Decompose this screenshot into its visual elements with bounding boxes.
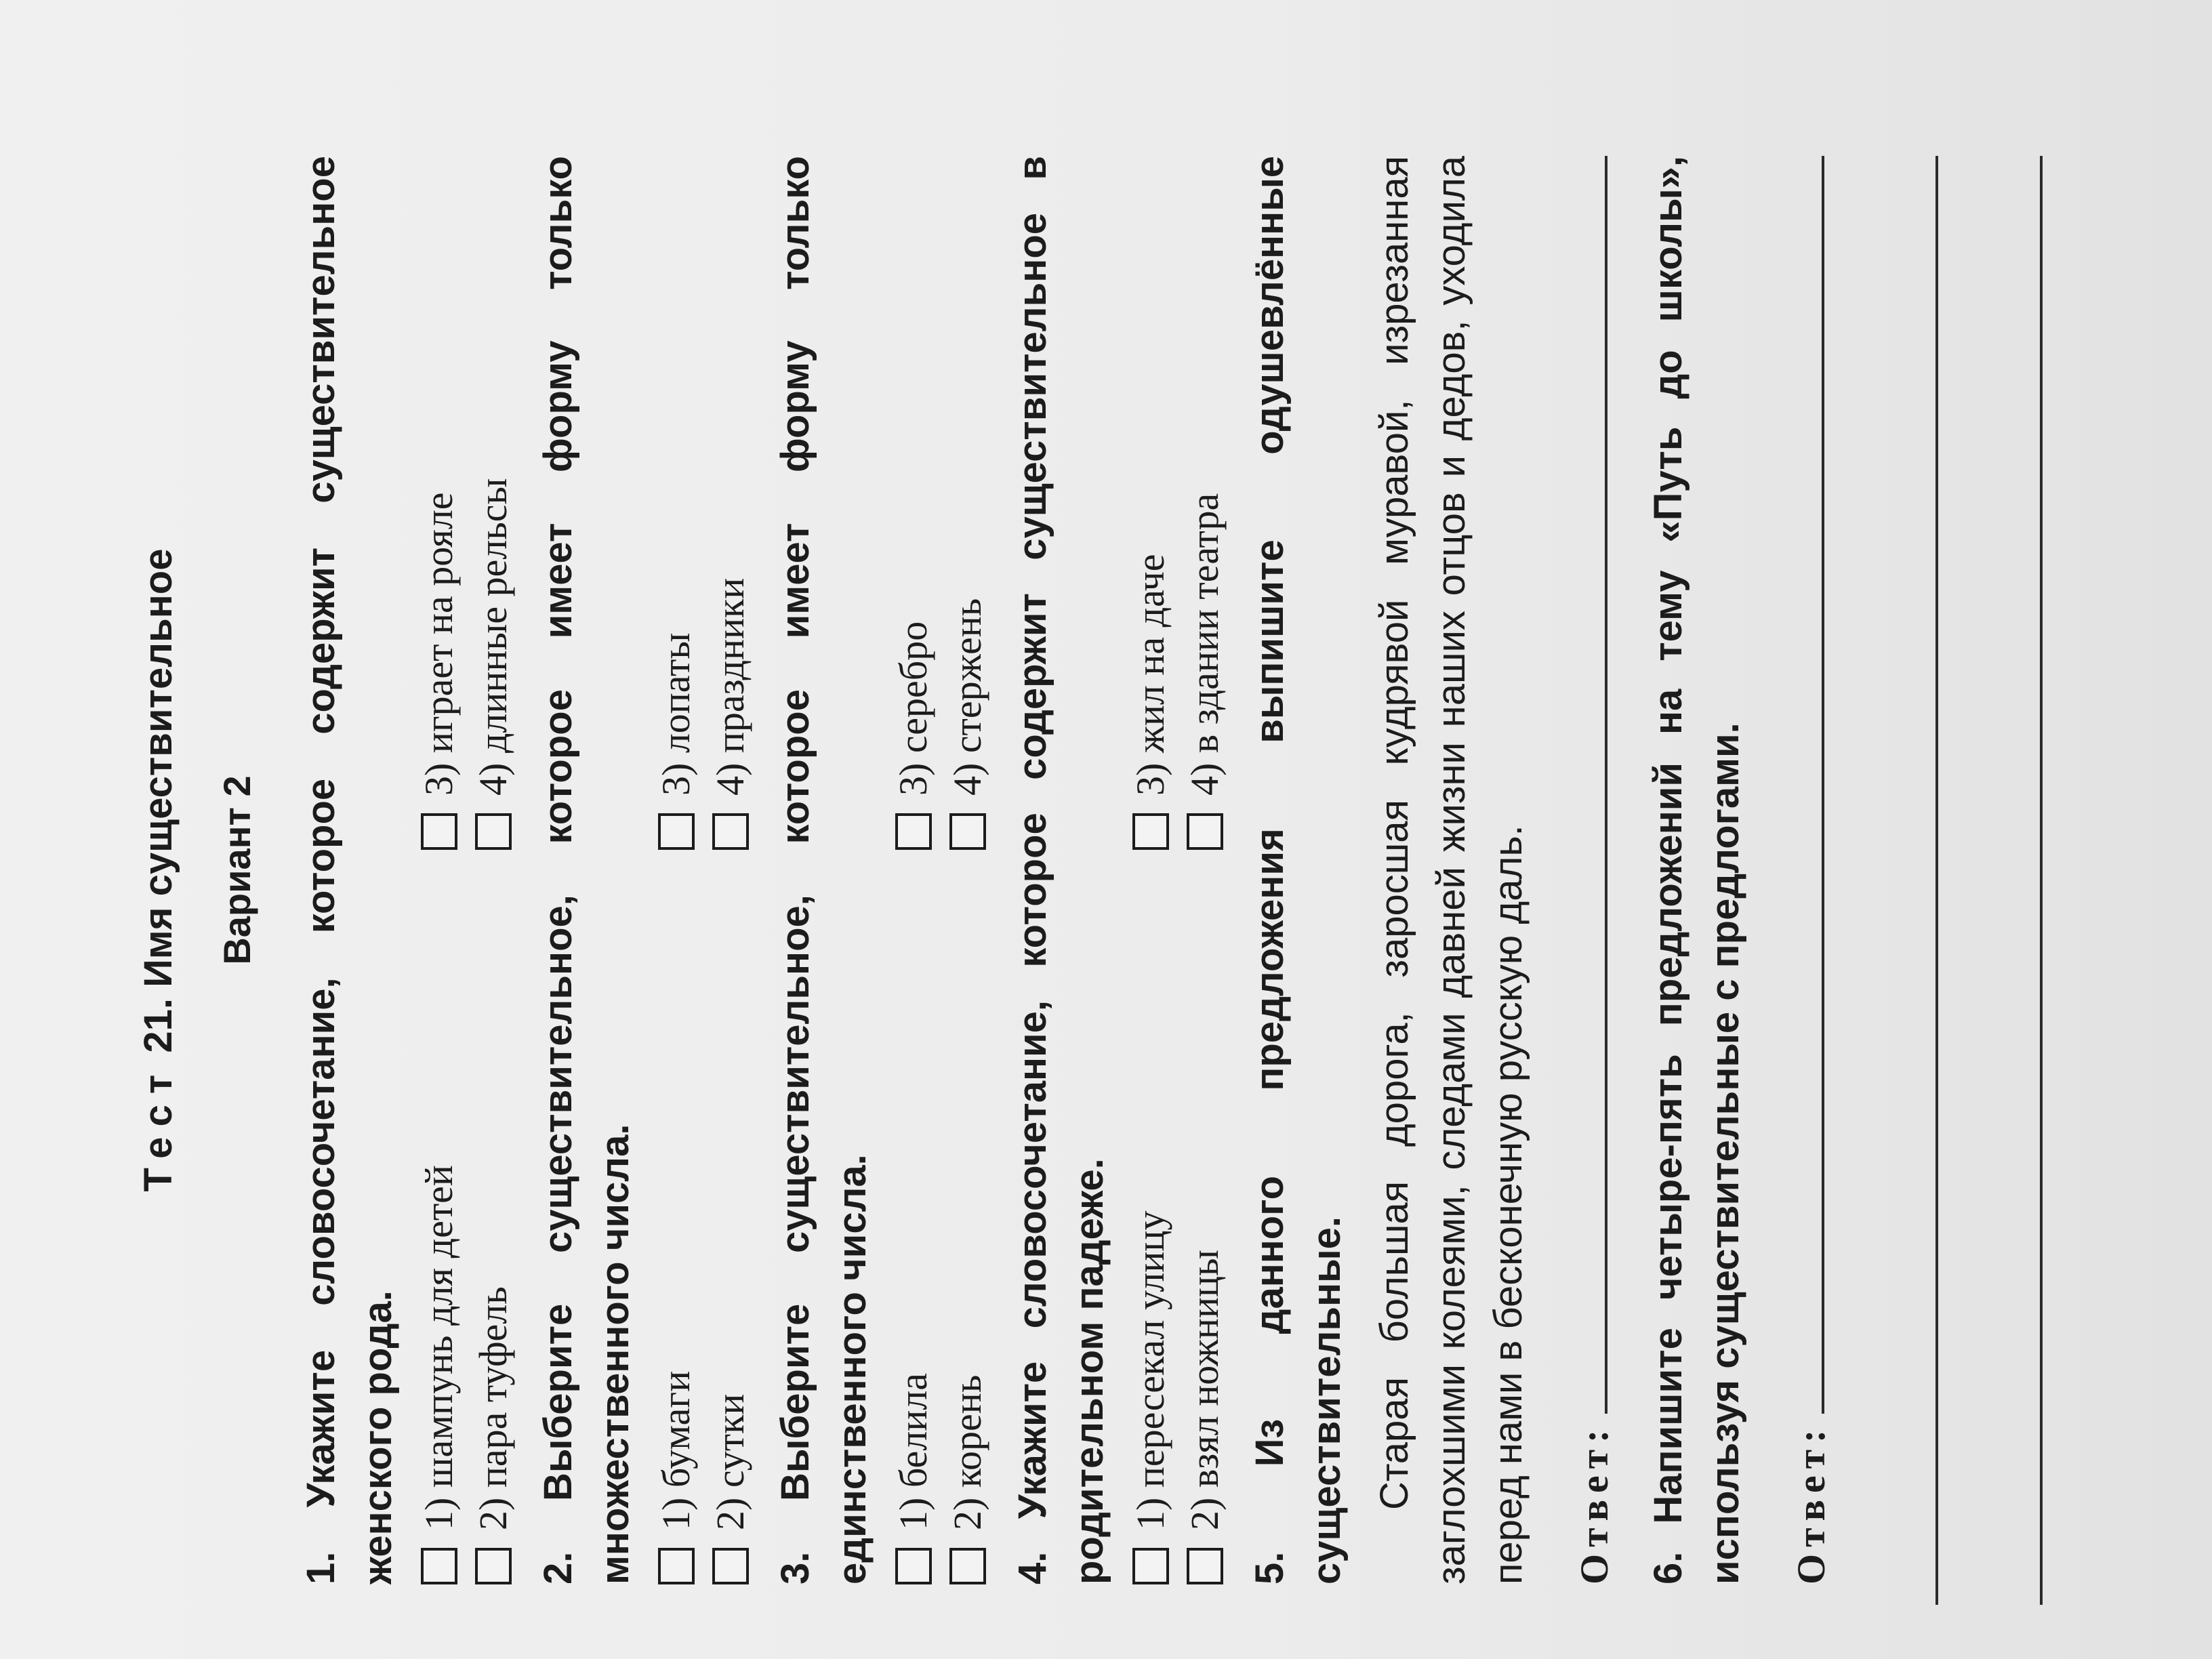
option-checkbox[interactable]: [421, 813, 457, 850]
option-checkbox[interactable]: [1132, 813, 1169, 850]
option-checkbox[interactable]: [949, 813, 986, 850]
option-checkbox[interactable]: [712, 1548, 749, 1584]
test-title-prefix: Тест: [136, 1063, 180, 1192]
task-5-passage: Старая большая дорога, заросшая кудрявой муравой, изрезанная заглохшими колеями, следами давней жизни наших отцов и дедов, уходила перед нами в бесконечную русскую даль.: [1372, 156, 1530, 1584]
answer-line[interactable]: [1822, 156, 1824, 1414]
option-label: 4) праздники: [708, 577, 752, 796]
task-number: 5.: [1248, 1551, 1292, 1584]
task-2-options: [649, 156, 758, 1584]
option-label: 4) стержень: [945, 598, 989, 796]
option-label: 3) серебро: [891, 621, 935, 796]
option: [941, 890, 995, 1584]
option: [703, 156, 758, 850]
answer-extra-line[interactable]: [1979, 156, 2043, 1605]
option: [703, 890, 758, 1584]
option: [466, 156, 520, 850]
option-checkbox[interactable]: [475, 813, 512, 850]
task-number: 2.: [536, 1551, 580, 1584]
option-checkbox[interactable]: [421, 1548, 457, 1584]
test-title-rest: 21. Имя существительное: [136, 548, 180, 1053]
task-4-options: [1124, 156, 1232, 1584]
option: [412, 890, 466, 1584]
option-checkbox[interactable]: [949, 1548, 986, 1584]
option-checkbox[interactable]: [658, 1548, 695, 1584]
option: [649, 156, 703, 850]
task-6-question: [1640, 156, 1754, 1584]
option: [466, 890, 520, 1584]
option: [1124, 890, 1178, 1584]
option: [412, 156, 466, 850]
option-label: 2) пара туфель: [471, 1286, 515, 1530]
task-6-answer: [1777, 156, 1834, 1584]
task-1-options: [412, 156, 520, 1584]
option-checkbox[interactable]: [1132, 1548, 1169, 1584]
option-label: 2) корень: [945, 1374, 989, 1530]
task-text: Напишите четыре-пять предложений на тему «Путь до школы», используя существительные с предлогами.: [1646, 156, 1747, 1584]
option: [1178, 156, 1232, 850]
option-checkbox[interactable]: [895, 1548, 932, 1584]
option: [886, 156, 941, 850]
option-checkbox[interactable]: [658, 813, 695, 850]
option-label: 3) жил на даче: [1128, 554, 1172, 796]
option-checkbox[interactable]: [712, 813, 749, 850]
option-label: 1) бумаги: [654, 1370, 698, 1530]
option: [886, 890, 941, 1584]
answer-label: Ответ:: [1789, 1422, 1833, 1584]
answer-line[interactable]: [1605, 156, 1607, 1414]
task-4-question: [1004, 156, 1118, 1584]
option-label: 3) лопаты: [654, 632, 698, 796]
option: [1178, 890, 1232, 1584]
option-label: 2) взял ножницы: [1183, 1250, 1227, 1530]
answer-label: Ответ:: [1572, 1422, 1616, 1584]
task-text: Выберите существительное, которое имеет форму только множественного числа.: [536, 156, 637, 1584]
variant-heading: Вариант 2: [216, 775, 258, 965]
option-label: 1) шампунь для детей: [417, 1165, 461, 1530]
option-label: 4) длинные рельсы: [471, 478, 515, 796]
test-title: [136, 156, 181, 1584]
option-label: 1) белила: [891, 1373, 935, 1530]
option-checkbox[interactable]: [475, 1548, 512, 1584]
task-number: 1.: [299, 1551, 343, 1584]
option-label: 4) в здании театра: [1183, 493, 1227, 796]
option: [649, 890, 703, 1584]
option-label: 2) сутки: [708, 1393, 752, 1530]
task-number: 6.: [1646, 1551, 1690, 1584]
option-checkbox[interactable]: [895, 813, 932, 850]
task-1-question: [293, 156, 407, 1584]
option: [941, 156, 995, 850]
option-label: 3) играет на рояле: [417, 492, 461, 796]
task-3-question: [767, 156, 881, 1584]
answer-extra-line[interactable]: [1875, 156, 1938, 1605]
option-label: 1) пересекал улицу: [1128, 1210, 1172, 1530]
task-number: 3.: [773, 1551, 817, 1584]
task-2-question: [530, 156, 644, 1584]
task-3-options: [886, 156, 995, 1584]
task-text: Из данного предложения выпишите одушевлённые существительные.: [1248, 156, 1349, 1584]
option: [1124, 156, 1178, 850]
task-number: 4.: [1010, 1551, 1054, 1584]
task-text: Укажите словосочетание, которое содержит существительное женского рода.: [299, 156, 400, 1584]
option-checkbox[interactable]: [1187, 813, 1223, 850]
task-text: Укажите словосочетание, которое содержит существительное в родительном падеже.: [1010, 156, 1111, 1584]
option-checkbox[interactable]: [1187, 1548, 1223, 1584]
task-text: Выберите существительное, которое имеет форму только единственного числа.: [773, 156, 874, 1584]
task-5-question: [1242, 156, 1355, 1584]
task-5-answer: [1560, 156, 1617, 1584]
